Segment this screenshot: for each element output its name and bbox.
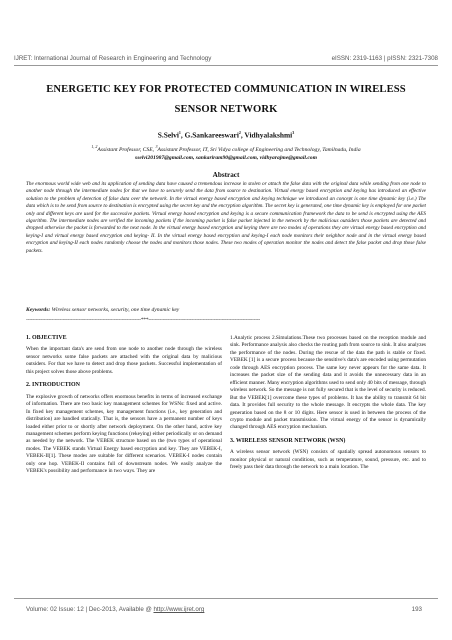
keywords-text: Wireless sensor networks, security, one time dynamic key <box>50 307 180 313</box>
running-header <box>14 55 438 62</box>
abstract-heading: Abstract <box>212 171 240 179</box>
header-rule <box>14 65 438 66</box>
issn: eISSN: 2319-1163 | pISSN: 2321-7308 <box>331 55 438 62</box>
keywords <box>26 307 426 313</box>
section-introduction-text: The explosive growth of networks offers enormous benefits in terms of increased exchange of information. There are two basic key management schemes for WSNs: fixed and active. In fixed key management schemes, key management functions (i.e., key generation and distribution) are handled statically. That is, the sensors have a permanent number of keys loaded either prior to or shortly after network deployment. On the other hand, active key management schemes perform keying functions (rekeying) either periodically or on demand as needed by the network. The VEBEK structure based on the (two types of operational modes. The VEBEK stands Virtual Energy based encryption and key. They are VEBEK-I, VEBEK-II[1]. These modes are suitable for different scenarios. VEBEK-I nodes contain only one hop. VEBEK-II contains full of downstream nodes. We easily analyze the VEBEK's possibility and performance in two ways. They are <box>26 393 222 475</box>
title-line-1: ENERGETIC KEY FOR PROTECTED COMMUNICATION IN WIRELESS <box>46 84 406 95</box>
section-objective-heading: 1. OBJECTIVE <box>26 335 67 341</box>
introduction-continued-text: 1.Analytic process 2.Simulations.These two processes based on the reception module and sink. Performance analysis also checks the routing path from source to sink. It also analyzes the performance of the nodes. During the rescue of the data the path is stable or fixed. VEBEK [1] is a secure process because the sensitive's data's are encoded using permutation code through AES encryption process. The same key never appears for the same data. It increases the packet size of the sending data and it avoids the unnecessary data in an efficient manner. Many encryption algorithms used to send only 40 bits of message, through wireless network. So the message is not fully secured that is the level of security is reduced. But the VEBEK[1] overcome these types of problems. It has the ability to transmit 64 bit data. It provides full security to the whole message. It encrypts the whole data. The key generation based on the 8 or 10 digits. Here sensor is used in between the process of the crypto module and packet transmission. The virtual energy of the sensor is dynamically changed through AES encryption mechanism. <box>230 335 426 431</box>
paper-title <box>22 80 430 120</box>
section-separator: ------------------------------------------------------------------------***---------------------------------------------------------------------- <box>26 317 260 323</box>
author-2: , G.Sankareeswari <box>180 130 239 140</box>
section-objective-text: When the important data's are send from one node to another node through the wireless sensor networks some false packets are attached with the original data by malicious outsiders. For that we have to detect and drop those packets. Successful implementation of this project solves those above problems. <box>26 346 222 375</box>
journal-url-link[interactable]: http://www.ijret.org <box>153 606 205 613</box>
affiliation: $^{1, 2}$Assistant Professor, CSE, $^3$Assistant Professor, IT, Sri Vidya college of Engineering and Technology, Tamilnadu, India sselvi201987@gmail.com, sankariram90@gmail.com, vidhyarajme@gmail.com <box>22 143 430 162</box>
section-wsn-heading: 3. WIRELESS SENSOR NETWORK (WSN) <box>230 437 346 444</box>
abstract-text: The enormous world wide web and its application of sending data have caused a tremendous increase in stolen or attach the false data with the original data while sending from one node to another node through the intermediate nodes for that we have to securely send the data from source to destination. Virtual energy based encryption and keying has introduced an effective solution to the problem of detection of false data over the network. In the virtual energy based encryption and keying technique we introduced an concept is one time dynamic key (i.e.) The data which is to be send from source to destination is encrypted using the secret key and the encryption algorithm. The secret key is generated, one time dynamic key is employed for one packet only and different keys are used for the successive packets. Virtual energy based encryption and keying is a secure communication framework the data to be send is encrypted using the AES algorithm. The intermediate nodes are verified the incoming packets if the incoming packet is false packet injected in the network by the malicious outsiders those packets are detected and dropped otherwise the packet is forwarded to the next node. In the virtual energy based encryption and keying there are two modes of operations they are virtual energy based encryption and keying-I and virtual energy based encryption and keying- II. In the virtual energy based encryption and keying-I each node monitors their neighbor node and in the virtual energy based encryption and keying-II each nodes randomly choose the nodes and monitors those nodes. These two modes of operation monitor the nodes and detect the false packet and drop those false packets. <box>26 181 426 254</box>
section-introduction-heading: 2. INTRODUCTION <box>26 382 81 389</box>
right-column <box>230 335 426 472</box>
author-1: S.Selvi <box>157 130 179 140</box>
author-list: S.Selvi$^1$, G.Sankareeswari$^2$, Vidhyalakshmi$^3$ <box>157 130 295 140</box>
author-3: , Vidhyalakshmi <box>240 130 293 140</box>
section-wsn-text: A wireless sensor network (WSN) consists of spatially spread autonomous sensors to monitor physical or natural conditions, such as temperature, sound, pressure, etc. and to freely pass their data through the network to a main location. The <box>230 449 426 471</box>
running-footer <box>26 606 422 613</box>
author-emails: sselvi201987@gmail.com, sankariram90@gmail.com, vidhyarajme@gmail.com <box>135 154 317 161</box>
left-column <box>26 335 222 476</box>
footer-rule <box>14 598 438 599</box>
journal-name: IJRET: International Journal of Research in Engineering and Technology <box>14 55 212 62</box>
page-number: 193 <box>411 606 422 613</box>
keywords-label: Keywords: <box>26 307 51 313</box>
volume-info: Volume: 02 Issue: 12 | Dec-2013, Available @ <box>26 606 154 613</box>
title-line-2: SENSOR NETWORK <box>174 104 278 115</box>
